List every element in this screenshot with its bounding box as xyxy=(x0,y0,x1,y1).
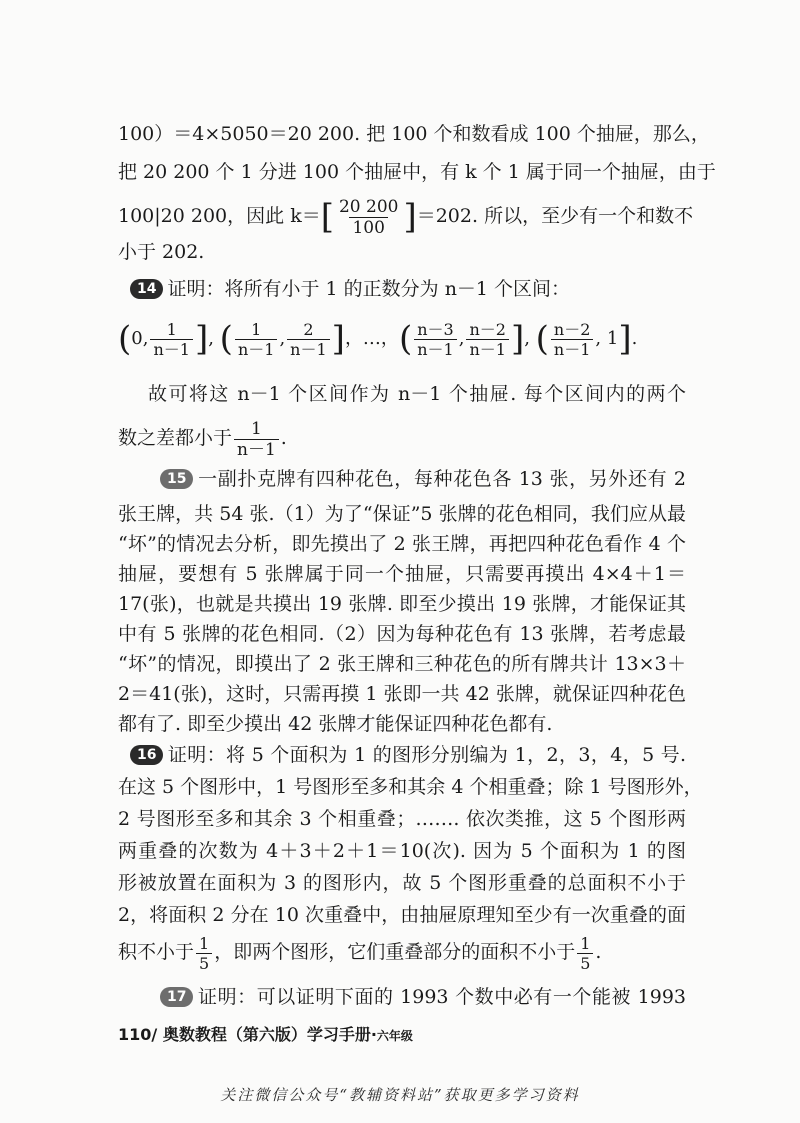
text-line: 都有了. 即至少摸出 42 张牌才能保证四种花色都有. xyxy=(118,713,553,735)
text-line: 张王牌，共 54 张.（1）为了“保证”5 张牌的花色相同，我们应从最 xyxy=(118,503,686,525)
numerator: 1 xyxy=(251,319,262,339)
fraction xyxy=(414,320,457,359)
fraction xyxy=(150,320,193,359)
denominator: 5 xyxy=(196,953,212,973)
bracket: ] xyxy=(194,319,209,359)
text-span: . xyxy=(595,941,602,963)
text-line: 形被放置在面积为 3 的图形内，故 5 个图形重叠的总面积不小于 xyxy=(118,872,686,894)
numerator: 20 200 xyxy=(338,196,399,217)
text-span: 100|20 200，因此 k＝ xyxy=(118,205,321,227)
denominator: n－1 xyxy=(466,339,509,359)
text-span: 1 xyxy=(606,328,619,349)
text-line: 17(张)，也就是共摸出 19 张牌. 即至少摸出 19 张牌，才能保证其 xyxy=(118,593,686,615)
denominator: n－1 xyxy=(150,339,193,359)
text-span: 0, xyxy=(131,328,149,349)
problem-14-heading xyxy=(130,275,686,303)
fraction xyxy=(577,934,593,973)
fraction xyxy=(551,320,594,359)
paren: ( xyxy=(535,319,549,359)
watermark-text: 关注微信公众号“教辅资料站”获取更多学习资料 xyxy=(220,1086,580,1104)
text-line: 100）＝4×5050＝20 200. 把 100 个和数看成 100 个抽屉，那么， xyxy=(118,123,710,145)
denominator: 100 xyxy=(349,217,387,238)
denominator: n－1 xyxy=(287,339,330,359)
right-floor-bracket: ] xyxy=(403,197,417,237)
numerator: 1 xyxy=(250,418,262,439)
page-footer xyxy=(118,1022,413,1045)
fraction xyxy=(336,197,401,238)
denominator: 5 xyxy=(577,953,593,973)
fraction xyxy=(235,320,278,359)
denominator: n－1 xyxy=(551,339,594,359)
problem-number-badge: 15 xyxy=(160,469,193,489)
problem-number-badge: 16 xyxy=(130,745,163,765)
problem-15-heading xyxy=(160,465,686,493)
book-title: 奥数教程（第六版）学习手册· xyxy=(162,1025,377,1044)
numerator: 1 xyxy=(580,933,591,953)
text-line: 小于 202. xyxy=(118,241,205,263)
problem-number-badge: 14 xyxy=(130,279,163,299)
numerator: n－2 xyxy=(553,319,591,339)
text-span: 证明：将所有小于 1 的正数分为 n－1 个区间： xyxy=(167,278,571,300)
interval-list: (0, $\frac{1}{n-1}$ ], ( $\frac{1}{n-1}$ , $\frac{2}{n-1}$ ]，…，( $\frac{n-3}{n-1}$ , $\frac{n-2}{n-1}$ ], ( $\frac{n-2}{n-1}$ , 1]. xyxy=(118,319,638,359)
text-span: ＝202. 所以，至少有一个和数不 xyxy=(416,205,694,227)
text-line: 故可将这 n－1 个区间作为 n－1 个抽屉. 每个区间内的两个 xyxy=(148,383,686,405)
text-span: . xyxy=(280,427,287,449)
grade-label: 六年级 xyxy=(376,1029,413,1043)
numerator: n－2 xyxy=(469,319,506,339)
denominator: n－1 xyxy=(234,439,279,460)
text-line: “坏”的情况去分析，即先摸出了 2 张王牌，再把四种花色看作 4 个 xyxy=(118,533,686,555)
fraction xyxy=(196,934,212,973)
fraction xyxy=(234,419,279,460)
text-span: 一副扑克牌有四种花色，每种花色各 13 张，另外还有 2 xyxy=(197,468,686,490)
text-span: 证明：可以证明下面的 1993 个数中必有一个能被 1993 xyxy=(197,986,686,1008)
numerator: 1 xyxy=(166,319,177,339)
numerator: n－3 xyxy=(417,319,454,339)
text-line: 把 20 200 个 1 分进 100 个抽屉中，有 k 个 1 属于同一个抽屉，由于 xyxy=(118,161,716,183)
left-floor-bracket: [ xyxy=(320,197,334,237)
text-line-fraction xyxy=(118,930,686,974)
fraction xyxy=(287,320,330,359)
page-number: 110/ xyxy=(118,1025,158,1044)
paren: ( xyxy=(219,319,233,359)
text-line: 2，将面积 2 分在 10 次重叠中，由抽屉原理知至少有一次重叠的面 xyxy=(118,904,686,926)
bracket: ] xyxy=(510,319,525,359)
text-span: 数之差都小于 xyxy=(118,427,233,449)
text-line: 中有 5 张牌的花色相同.（2）因为每种花色有 13 张牌，若考虑最 xyxy=(118,623,686,645)
bracket: ] xyxy=(331,319,345,359)
text-line-fraction xyxy=(118,416,686,460)
fraction xyxy=(466,320,509,359)
numerator: 2 xyxy=(303,319,314,339)
denominator: n－1 xyxy=(414,339,457,359)
text-line: “坏”的情况，即摸出了 2 张王牌和三种花色的所有牌共计 13×3＋ xyxy=(118,653,686,675)
problem-17-heading xyxy=(160,983,686,1011)
paren: ( xyxy=(118,319,132,359)
text-line: 抽屉，要想有 5 张牌属于同一个抽屉，只需要再摸出 4×4＋1＝ xyxy=(118,563,686,585)
bracket: ] xyxy=(618,319,632,359)
paren: ( xyxy=(398,319,413,359)
text-span: 证明：将 5 个面积为 1 的图形分别编为 1，2，3，4，5 号. xyxy=(167,744,686,766)
denominator: n－1 xyxy=(235,339,278,359)
text-line: 在这 5 个图形中，1 号图形至多和其余 4 个相重叠；除 1 号图形外， xyxy=(118,776,703,798)
text-span: ，即两个图形，它们重叠部分的面积不小于 xyxy=(214,941,576,963)
numerator: 1 xyxy=(199,933,210,953)
problem-number-badge: 17 xyxy=(160,987,193,1007)
text-line: 2＝41(张)，这时，只需再摸 1 张即一共 42 张牌，就保证四种花色 xyxy=(118,683,686,705)
text-line: 2 号图形至多和其余 3 个相重叠；……. 依次类推，这 5 个图形两 xyxy=(118,808,686,830)
ellipsis: ，…， xyxy=(344,328,399,349)
text-span: 积不小于 xyxy=(118,941,195,963)
text-line-floor-fraction xyxy=(118,196,694,238)
problem-16-heading xyxy=(130,741,686,769)
text-line: 两重叠的次数为 4＋3＋2＋1＝10(次). 因为 5 个面积为 1 的图 xyxy=(118,840,686,862)
